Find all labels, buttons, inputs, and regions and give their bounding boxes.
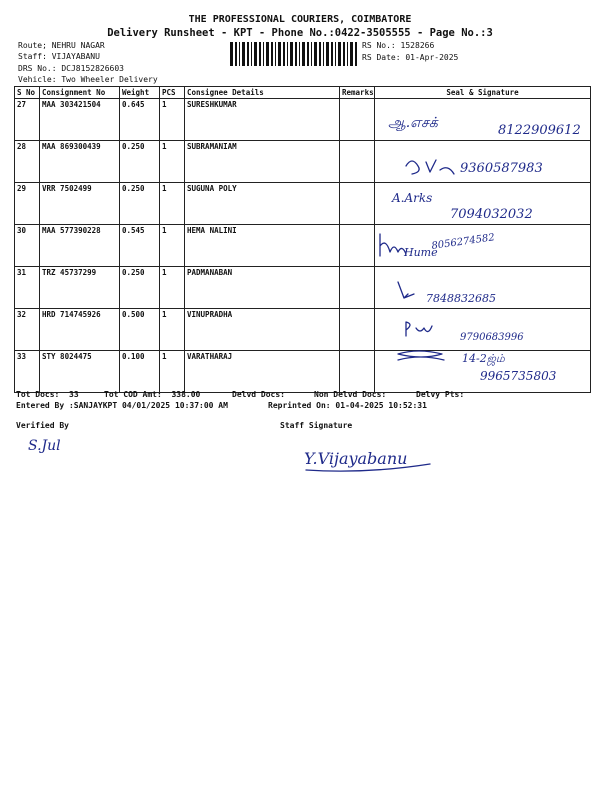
svg-text:8056274582: 8056274582: [430, 232, 496, 252]
rs-date-label: RS Date:: [362, 53, 401, 62]
cell-consignee: VARATHARAJ: [185, 351, 340, 393]
header-remarks: Remarks: [340, 87, 375, 99]
cell-pcs: 1: [160, 267, 185, 309]
signature-28-icon: [406, 153, 543, 176]
cell-consignment: MAA 577390228: [40, 225, 120, 267]
svg-text:9360587983: 9360587983: [460, 161, 543, 176]
cell-pcs: 1: [160, 141, 185, 183]
tot-cod-label: Tot COD Amt:: [104, 390, 162, 399]
cell-consignment: MAA 869300439: [40, 141, 120, 183]
svg-text:ஆ.எசக்: ஆ.எசக்: [388, 115, 438, 131]
cell-pcs: 1: [160, 99, 185, 141]
drs-label: DRS No.:: [18, 64, 57, 73]
route-value: NEHRU NAGAR: [51, 41, 105, 50]
staff-line: [18, 52, 100, 61]
cell-consignee: SUGUNA POLY: [185, 183, 340, 225]
tot-docs-label: Tot Docs:: [16, 390, 60, 399]
svg-text:A.Arks: A.Arks: [392, 191, 433, 205]
tot-cod: [104, 390, 200, 399]
vehicle-label: Vehicle:: [18, 75, 57, 84]
vehicle-line: [18, 75, 158, 84]
cell-sno: 28: [15, 141, 40, 183]
staff-signature-icon: [300, 440, 440, 476]
cell-sno: 30: [15, 225, 40, 267]
verified-by-label: Verified By: [16, 421, 69, 430]
header-weight: Weight: [120, 87, 160, 99]
signature-33-icon: [398, 351, 557, 383]
signature-31-icon: [398, 275, 496, 305]
signature-27-icon: [388, 115, 581, 138]
cell-pcs: 1: [160, 183, 185, 225]
header-sno: S No: [15, 87, 40, 99]
tot-docs-value: 33: [69, 390, 79, 399]
cell-weight: 0.500: [120, 309, 160, 351]
cell-consignment: HRD 714745926: [40, 309, 120, 351]
tot-cod-value: 338.00: [171, 390, 201, 399]
cell-weight: 0.545: [120, 225, 160, 267]
staff-signature-label: Staff Signature: [280, 421, 353, 430]
staff-value: VIJAYABANU: [51, 52, 100, 61]
cell-consignee: SUBRAMANIAM: [185, 141, 340, 183]
cell-sno: 31: [15, 267, 40, 309]
cell-consignee: HEMA NALINI: [185, 225, 340, 267]
rs-no-line: [362, 41, 434, 50]
svg-text:14-2ஜ்ம்: 14-2ஜ்ம்: [462, 352, 505, 365]
cell-weight: 0.250: [120, 267, 160, 309]
signature-32-icon: [405, 317, 524, 343]
cell-weight: 0.100: [120, 351, 160, 393]
rs-date-line: [362, 53, 458, 62]
cell-consignee: VINUPRADHA: [185, 309, 340, 351]
signature-30-icon: [380, 232, 495, 259]
cell-weight: 0.250: [120, 183, 160, 225]
delvd-docs-label: Delvd Docs:: [232, 390, 285, 399]
svg-text:Hume: Hume: [404, 246, 438, 259]
cell-weight: 0.645: [120, 99, 160, 141]
cell-weight: 0.250: [120, 141, 160, 183]
header-consignment: Consignment No: [40, 87, 120, 99]
cell-consignment: STY 8024475: [40, 351, 120, 393]
drs-line: [18, 64, 124, 73]
cell-sno: 27: [15, 99, 40, 141]
cell-consignment: VRR 7502499: [40, 183, 120, 225]
svg-text:Y.Vijayabanu: Y.Vijayabanu: [304, 449, 408, 468]
verified-signature-icon: [26, 432, 96, 458]
cell-sno: 29: [15, 183, 40, 225]
cell-pcs: 1: [160, 225, 185, 267]
company-title: THE PROFESSIONAL COURIERS, COIMBATORE: [188, 14, 412, 25]
svg-text:8122909612: 8122909612: [498, 123, 581, 138]
svg-text:9965735803: 9965735803: [480, 369, 557, 383]
signature-29-icon: [391, 191, 533, 222]
reprinted-on: Reprinted On: 01-04-2025 10:52:31: [268, 401, 427, 410]
cell-pcs: 1: [160, 351, 185, 393]
header-pcs: PCS: [160, 87, 185, 99]
cell-consignee: PADMANABAN: [185, 267, 340, 309]
non-delvd-docs-label: Non Delvd Docs:: [314, 390, 387, 399]
cell-consignee: SURESHKUMAR: [185, 99, 340, 141]
svg-text:7094032032: 7094032032: [450, 207, 533, 222]
cell-consignment: MAA 303421504: [40, 99, 120, 141]
cell-sno: 33: [15, 351, 40, 393]
entered-by: Entered By :SANJAYKPT 04/01/2025 10:37:00 AM: [16, 401, 228, 410]
delvy-pts-label: Delvy Pts:: [416, 390, 465, 399]
svg-text:9790683996: 9790683996: [460, 332, 524, 343]
vehicle-value: Two Wheeler Delivery: [61, 75, 158, 84]
route-label: Route;: [18, 41, 47, 50]
route-line: [18, 41, 105, 50]
runsheet-subtitle: Delivery Runsheet - KPT - Phone No.:0422-3505555 - Page No.:3: [107, 27, 493, 39]
rs-no-label: RS No.:: [362, 41, 396, 50]
header-seal-signature: Seal & Signature: [375, 87, 591, 99]
svg-text:S.Jul: S.Jul: [28, 438, 61, 454]
header-consignee: Consignee Details: [185, 87, 340, 99]
signatures-overlay: [370, 96, 590, 386]
rs-date-value: 01-Apr-2025: [405, 53, 459, 62]
cell-sno: 32: [15, 309, 40, 351]
svg-text:7848832685: 7848832685: [426, 292, 496, 305]
tot-docs: [16, 390, 79, 399]
barcode-icon: [230, 42, 360, 66]
cell-consignment: TRZ 45737299: [40, 267, 120, 309]
drs-value: DCJ8152826603: [61, 64, 124, 73]
cell-pcs: 1: [160, 309, 185, 351]
staff-label: Staff:: [18, 52, 47, 61]
rs-no-value: 1528266: [400, 41, 435, 50]
